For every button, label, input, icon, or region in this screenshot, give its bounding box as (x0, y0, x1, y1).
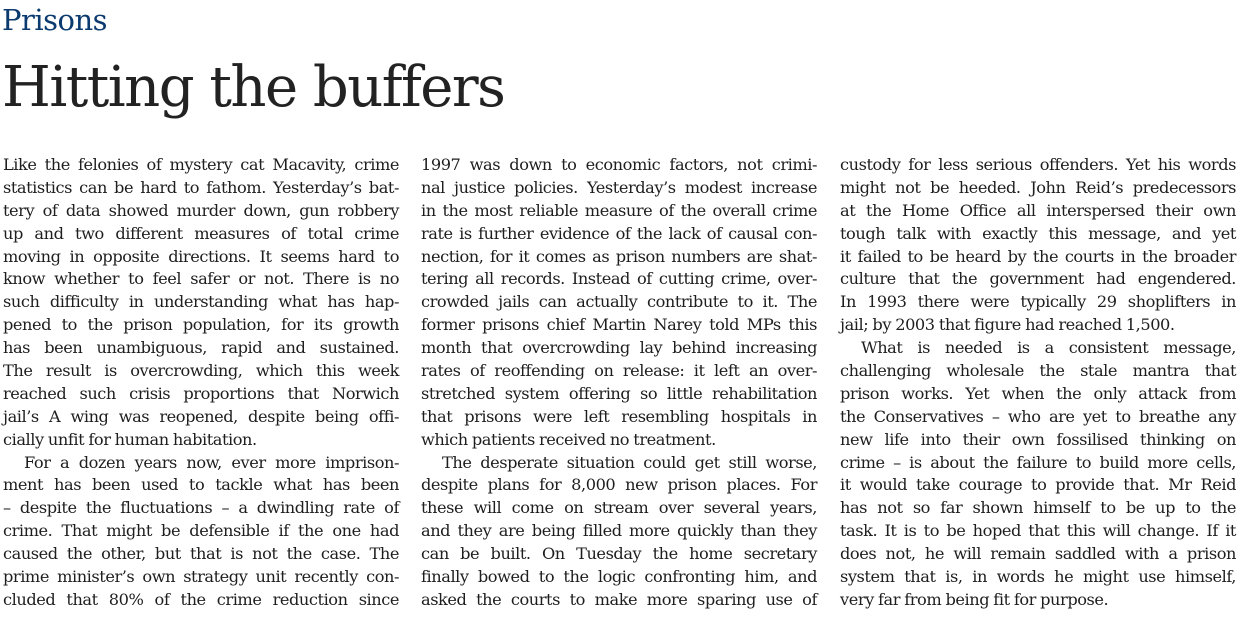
article-text-line: prime minister’s own strategy unit recently con- (3, 567, 399, 587)
article-text-line: custody for less serious offenders. Yet his words (840, 155, 1236, 174)
article-text-line: the Conservatives – who are yet to breathe any (840, 406, 1236, 426)
article-text-line: month that overcrowding lay behind increasing (421, 338, 817, 358)
article-text-line: and they are being filled more quickly than they (421, 521, 817, 541)
article-column-1 (3, 154, 399, 612)
article-text-line: rates of reoffending on release: it left an over- (421, 361, 817, 381)
article-text-line: might not be heeded. John Reid’s predecessors (840, 177, 1236, 197)
article-text-line: nal justice policies. Yesterday’s modest increase (421, 177, 817, 197)
article-text-line: crowded jails can actually contribute to it. The (421, 292, 817, 312)
article-text-line: task. It is to be hoped that this will change. If it (840, 521, 1236, 541)
article-text-line: tery of data showed murder down, gun robbery (3, 200, 399, 220)
article-text-line: culture that the government had engendered. (840, 269, 1236, 289)
article-text-line: prison works. Yet when the only attack from (840, 383, 1236, 403)
article-text-line: very far from being fit for purpose. (840, 589, 1109, 609)
article-text-line: caused the other, but that is not the case. The (3, 544, 399, 564)
article-text-line: The result is overcrowding, which this week (3, 361, 399, 381)
article-text-line: asked the courts to make more sparing use of (421, 589, 817, 609)
article-text-line: cially unfit for human habitation. (3, 429, 257, 449)
article-text-line: it would take courage to provide that. Mr Reid (840, 475, 1236, 495)
article-text-line: 1997 was down to economic factors, not crimi- (421, 155, 817, 174)
article-text-line: such difficulty in understanding what has hap- (3, 292, 399, 312)
article-text-line: challenging wholesale the stale mantra that (840, 361, 1236, 381)
article-text-line: reached such crisis proportions that Norwich (3, 383, 399, 403)
article-text-line: has been unambiguous, rapid and sustained. (3, 338, 399, 358)
section-kicker: Prisons (2, 3, 108, 37)
article-text-line: system that is, in words he might use himself, (840, 567, 1236, 587)
article-text-line: What is needed is a consistent message, (861, 338, 1236, 358)
article-text-line: moving in opposite directions. It seems hard to (3, 246, 399, 266)
article-text-line: in the most reliable measure of the overall crime (421, 200, 817, 220)
article-text-line: nection, for it comes as prison numbers are shat- (421, 246, 817, 266)
article-text-line: finally bowed to the logic confronting him, and (421, 567, 817, 587)
article-text-line: pened to the prison population, for its growth (3, 315, 399, 335)
headline: Hitting the buffers (2, 55, 505, 120)
article-text-line: despite plans for 8,000 new prison places. For (421, 475, 817, 495)
article-text-line: new life into their own fossilised thinking on (840, 429, 1236, 449)
article-text-line: For a dozen years now, ever more imprison- (24, 452, 399, 472)
article-text-line: ment has been used to tackle what has been (3, 475, 399, 495)
article-text-line: up and two different measures of total crime (3, 223, 399, 243)
article-text-line: which patients received no treatment. (421, 429, 716, 449)
article-text-line: know whether to feel safer or not. There is no (3, 269, 399, 289)
article-text-line: – despite the fluctuations – a dwindling rate of (3, 498, 399, 518)
article-text-line: has not so far shown himself to be up to the (840, 498, 1236, 518)
article-text-line: tough talk with exactly this message, and yet (840, 223, 1236, 243)
article-text-line: tering all records. Instead of cutting crime, over- (421, 269, 817, 289)
article-text-line: stretched system offering so little rehabilitation (421, 383, 817, 403)
article-column-3 (840, 154, 1236, 612)
article-text-line: that prisons were left resembling hospitals in (421, 406, 817, 426)
article-text-line: these will come on stream over several years, (421, 498, 817, 518)
article-text-line: rate is further evidence of the lack of causal con- (421, 223, 817, 243)
article-text-line: crime. That might be defensible if the one had (3, 521, 399, 541)
article-text-line: The desperate situation could get still worse, (442, 452, 817, 472)
article-column-2 (421, 154, 817, 612)
article-text-line: cluded that 80% of the crime reduction since (3, 589, 399, 609)
article-text-line: Like the felonies of mystery cat Macavity, crime (3, 155, 399, 174)
article-text-line: statistics can be hard to fathom. Yesterday’s bat- (3, 177, 399, 197)
article-text-line: crime – is about the failure to build more cells, (840, 452, 1236, 472)
article-text-line: jail; by 2003 that figure had reached 1,500. (840, 315, 1175, 335)
article-text-line: In 1993 there were typically 29 shoplifters in (840, 292, 1236, 312)
article-text-line: can be built. On Tuesday the home secretary (421, 544, 817, 564)
article-text-line: jail’s A wing was reopened, despite being offi- (3, 406, 399, 426)
article-text-line: at the Home Office all interspersed their own (840, 200, 1236, 220)
article-text-line: former prisons chief Martin Narey told MPs this (421, 315, 817, 335)
article-text-line: does not, he will remain saddled with a prison (840, 544, 1236, 564)
article-text-line: it failed to be heard by the courts in the broader (840, 246, 1236, 266)
